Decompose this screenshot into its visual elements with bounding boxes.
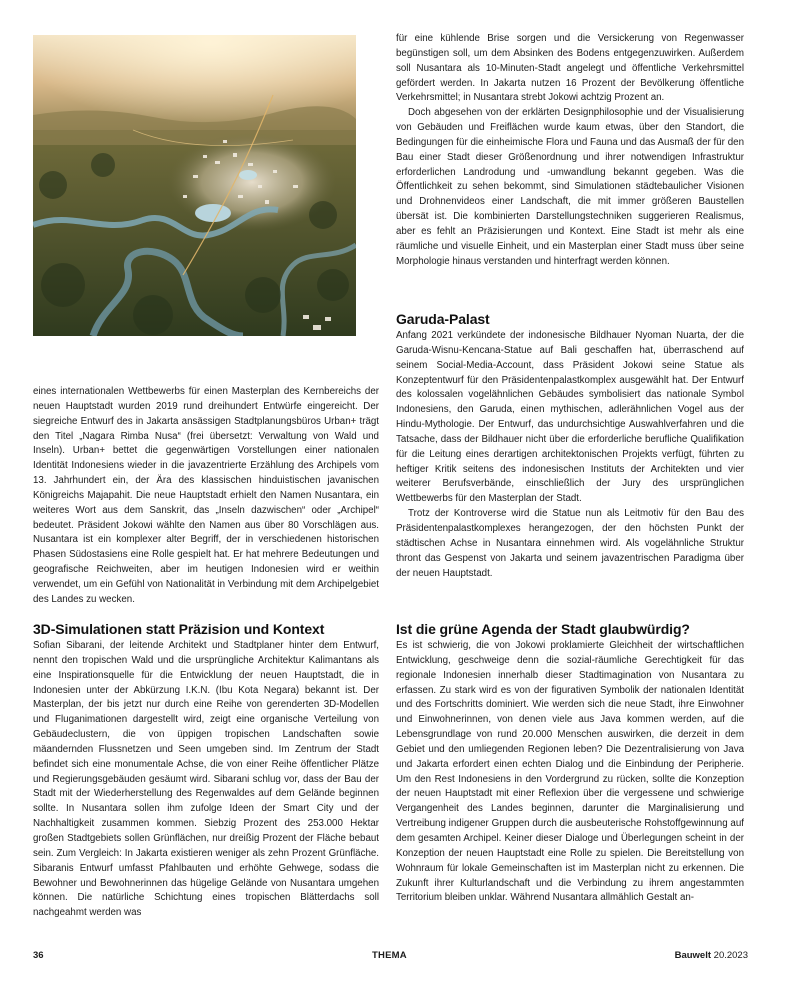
section-heading-3d: 3D-Simulationen statt Präzision und Kontext: [33, 621, 325, 637]
section-green-agenda: [396, 620, 744, 906]
section-garuda-palast: [396, 310, 744, 581]
green-agenda-paragraph: Es ist schwierig, die von Jokowi proklamierte Gleichheit der wirtschaftlichen Entwicklung, geschweige denn die sozial-räumliche Gerechtigkeit für das regionale Indonesien innerhalb dieser Stadtimagination von Nusantara zu erfassen. Zu stark wird es von der figurativen Symbolik der nationalen Identität und des Fortschritts dominiert. Wie werden sich die neue Stadt, ihre Einwohner und Einwohnerinnen, von denen viele aus Java kommen werden, auf die Lebensgrundlage von rund 20.000 Menschen auswirken, die derzeit in dem Gebiet und den umliegenden Regionen leben? Die Dezentralisierung von Java und Jakarta erfordert einen echten Dialog und die Einbindung der Peripherie. Um den Rest Indonesiens in den Vordergrund zu rücken, sollte die Konzeption der neuen Hauptstadt mit einer Reflexion über die vergessene und schwierige Vergangenheit des Landes beginnen, darunter die Marginalisierung und Vertreibung indigener Gruppen durch die ausbeuterische Rohstoffgewinnung auf dem gesamten Archipel. Keiner dieser Dialoge und Überlegungen scheint in der Konzeption der neuen Hauptstadt eine Rolle zu spielen. Die Bereitstellung von Wohnraum für lokale Gemeinschaften ist im Masterplan nicht zu erkennen. Die Zukunft ihrer Kulturlandschaft und die Verbindung zu ihrem angestammten Territorium bleiben unklar. Während Nusantara allmählich Gestalt an-: [396, 640, 744, 904]
garuda-paragraph-1: Anfang 2021 verkündete der indonesische Bildhauer Nyoman Nuarta, der die Garuda-Wisnu-Kencana-Statue auf Bali geschaffen hat, überraschend auf seinem Social-Media-Account, dass Präsident Jokowi seine Statue als Konzeptentwurf für den Präsidentenpalastkomplex ausgewählt hat. Der Entwurf des kolossalen vogelähnlichen Gebäudes symbolisiert das nationale Symbol Indonesiens, den Garuda, einen mythischen, adlerähnlichen Vogel aus der Hindu-Mythologie. Der Entwurf, das undurchsichtige Auswahlverfahren und die Tatsache, dass der Bildhauer nicht über die erforderliche berufliche Qualifikation für die Leitung eines derartigen architektonischen Projekts verfügt, führten zu heftiger Kritik seitens des indonesischen Instituts der Architekten und vier weiterer Berufsverbände, einschließlich der Jury des ursprünglichen Wettbewerbs für den Masterplan der Stadt.: [396, 330, 744, 505]
page-footer: [33, 948, 748, 964]
intro-paragraph: eines internationalen Wettbewerbs für einen Masterplan des Kernbereichs der neuen Hauptstadt wurden 2019 rund dreihundert Entwürfe eingereicht. Der siegreiche Entwurf des in Jakarta ansässigen Stadtplanungsbüros Urban+ trägt den Titel „Nagara Rimba Nusa“ (frei übersetzt: Verwaltung von Wald und Inseln). Urban+ bettet die gegenwärtigen Vorstellungen einer nationalen Identität Indonesiens wieder in die javazentrierte Erzählung des Archipels vom 13. Jahrhundert ein, der Ära des klassischen hinduistischen javanischen Königreichs Majapahit. Die neue Hauptstadt erhielt den Namen Nusantara, ein weiteres Wort aus dem Sanskrit, das „Inseln dazwischen“ oder „Archipel“ bedeutet. Präsident Jokowi wählte den Namen aus über 80 Vorschlägen aus. Nusantara ist ein komplexer alter Begriff, der in verschiedenen historischen Phasen Südostasiens eine Rolle gespielt hat. Er hat mehrere Bedeutungen und geografische Reichweiten, aber im heutigen Indonesien wird er weithin verwendet, um ein Gefühl von Nationalität in Verbindung mit dem Archipelgebiet des Landes zu wecken.: [33, 386, 379, 605]
issue-number: 20.2023: [713, 950, 748, 961]
right-top-text: [396, 32, 744, 270]
aerial-city-rendering: [33, 35, 356, 336]
section-heading-green-agenda: Ist die grüne Agenda der Stadt glaubwürdig?: [396, 621, 690, 637]
garuda-paragraph-2: Trotz der Kontroverse wird die Statue nun als Leitmotiv für den Bau des Präsidentenpalastkomplexes herangezogen, der den höchsten Punkt der städtischen Achse in Nusantara einnehmen wird. Als vogelähnliche Struktur thront das Gespenst von Jakarta und seinem javazentrischen Paradigma über der neuen Hauptstadt.: [396, 508, 744, 579]
right-top-paragraph-1: für eine kühlende Brise sorgen und die Versickerung von Regenwasser begünstigen soll, um dem Absinken des Bodens entgegenzuwirken. Außerdem soll Nusantara als 10-Minuten-Stadt angelegt und öffentliche Verkehrsmittel gefördert werden. In Jakarta nutzen 16 Prozent der Bevölkerung öffentliche Verkehrsmittel; in Nusantara strebt Jokowi achtzig Prozent an.: [396, 33, 744, 104]
magazine-name: Bauwelt: [674, 950, 712, 961]
magazine-issue: [675, 948, 748, 964]
section-heading-garuda: Garuda-Palast: [396, 311, 490, 327]
right-top-paragraph-2: Doch abgesehen von der erklärten Designphilosophie und der Visualisierung von Gebäuden und Freiflächen wurde kaum etwas, über den Standort, die Bedingungen für die einheimische Flora und Fauna und das Ausmaß der für den Bau einer Stadt dieser Größenordnung und ihrer notwendigen Infrastruktur erforderlichen Landrodung und -umwandlung bekannt gegeben. Was die Öffentlichkeit zu sehen bekommt, sind Simulationen städtebaulicher Visionen und Drohnenvideos einer Landschaft, die mit immer größeren Baustellen übersät ist. Die kombinierten Darstellungstechniken suggerieren Realismus, aber es fehlt an Präzisierungen und Kontext. Eine Stadt ist mehr als eine räumliche und visuelle Einheit, und ein Masterplan einer Stadt muss über seine Morphologie hinaus verstanden und hinterfragt werden können.: [396, 107, 744, 267]
section-3d-paragraph: Sofian Sibarani, der leitende Architekt und Stadtplaner hinter dem Entwurf, nennt den tropischen Wald und die ursprüngliche Architektur Kalimantans als eine Inspirationsquelle für die Entwicklung der neuen Hauptstadt, die in Indonesien unter der Abkürzung I.K.N. (Ibu Kota Negara) bekannt ist. Der Masterplan, der bis jetzt nur durch eine Reihe von gerenderten 3D-Modellen und Fluganimationen dargestellt wird, zeigt eine organische Verteilung von Gebäudeclustern, die von üppigen tropischen Landschaften sowie mäandernden Flussnetzen und Seen umgeben sind. Im Zentrum der Stadt befindet sich eine monumentale Achse, die von einer Reihe öffentlicher Plätze und Regierungsgebäuden gesäumt wird. Sibarani schlug vor, dass der Bau der Stadt mit der Wiederherstellung des Regenwaldes auf dem Gelände beginnen sollte. In Nusantara sollen ihm zufolge Ideen der Smart City und der Nachhaltigkeit zusammen kommen. Siebzig Prozent des 253.000 Hektar großen Stadtgebiets sollen Grünflächen, nur dreißig Prozent der Fläche bebaut sein. Zum Vergleich: In Jakarta existieren weniger als zehn Prozent Grünfläche. Sibaranis Entwurf umfasst Pfahlbauten und erhöhte Gehwege, sodass die Bewohner und Bewohnerinnen das hügelige Gelände von Nusantara umgehen können. Die natürliche Schichtung eines tropischen Blätterdachs soll nachgeahmt werden was: [33, 640, 379, 919]
section-3d-simulations: [33, 620, 379, 921]
page-number: 36: [33, 950, 44, 961]
left-intro-text: [33, 385, 379, 608]
section-label: THEMA: [372, 950, 407, 961]
